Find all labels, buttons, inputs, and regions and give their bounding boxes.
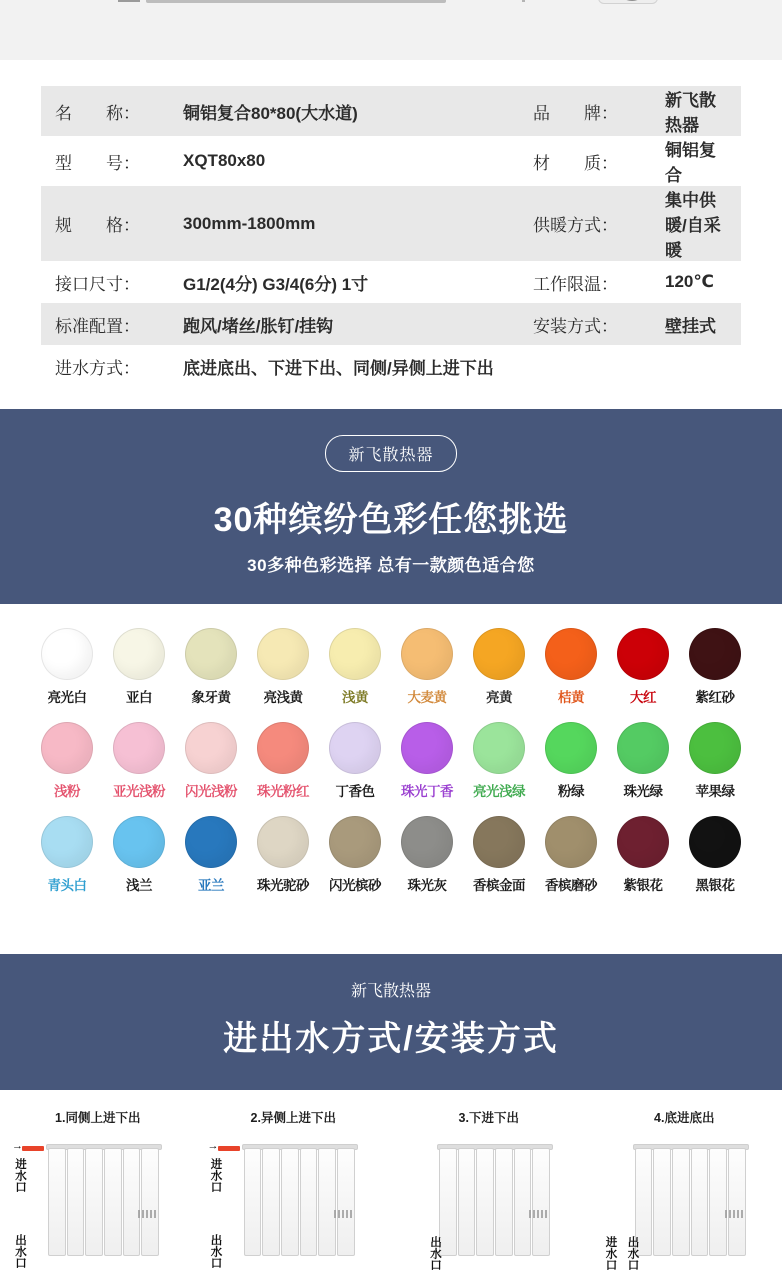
color-swatch[interactable] [617, 816, 669, 868]
color-option[interactable] [41, 816, 93, 894]
spec-value: XQT80x80 [169, 136, 519, 186]
inlet-label: 进水口 [14, 1158, 26, 1193]
color-option[interactable] [545, 816, 597, 894]
spec-value: 新飞散热器 [651, 86, 741, 136]
color-swatch[interactable] [41, 816, 93, 868]
color-option[interactable] [113, 628, 165, 706]
color-option[interactable] [329, 628, 381, 706]
radiator-fin [653, 1148, 671, 1256]
install-diagram-1 [0, 1108, 196, 1284]
color-swatch[interactable] [41, 628, 93, 680]
color-option[interactable] [545, 628, 597, 706]
color-option[interactable] [257, 816, 309, 894]
color-option[interactable] [257, 628, 309, 706]
color-name: 大红 [617, 686, 669, 706]
radiator-fin [281, 1148, 299, 1256]
brand-mark-icon [529, 1210, 547, 1218]
inlet-arrow-icon: → [12, 1140, 23, 1152]
color-name: 象牙黄 [185, 686, 237, 706]
color-swatch[interactable] [473, 722, 525, 774]
color-swatch[interactable] [473, 628, 525, 680]
radiator-fin [244, 1148, 262, 1256]
color-swatch[interactable] [545, 722, 597, 774]
brand-pill-label: 新飞散热器 [351, 983, 431, 1000]
color-name: 亮光白 [41, 686, 93, 706]
color-name: 黑银花 [689, 874, 741, 894]
radiator-fin [439, 1148, 457, 1256]
radiator-fin [67, 1148, 85, 1256]
radiator-fin [123, 1148, 141, 1256]
install-title: 2.异侧上进下出 [196, 1108, 392, 1126]
install-diagrams [0, 1090, 782, 1284]
color-swatch[interactable] [257, 628, 309, 680]
spec-value: 铜铝复合80*80(大水道) [169, 86, 519, 136]
color-swatch[interactable] [113, 722, 165, 774]
color-name: 浅粉 [41, 780, 93, 800]
color-swatch[interactable] [329, 628, 381, 680]
inlet-arrow-icon: → [208, 1140, 219, 1152]
spec-value: 集中供暖/自采暖 [651, 186, 741, 261]
color-name: 珠光灰 [401, 874, 453, 894]
color-name: 丁香色 [329, 780, 381, 800]
valve-icon [598, 0, 658, 4]
spec-label: 安装方式： [519, 303, 651, 345]
install-figure [391, 1136, 587, 1276]
brand-pill [325, 435, 456, 472]
color-name: 浅黄 [329, 686, 381, 706]
radiator-fins [244, 1148, 356, 1256]
brand-mark-icon [138, 1210, 156, 1218]
spec-value: 120℃ [651, 261, 741, 303]
radiator-fin [300, 1148, 318, 1256]
color-option[interactable] [689, 722, 741, 800]
radiator-fin [709, 1148, 727, 1256]
radiator-fins [635, 1148, 747, 1256]
radiator-fin [48, 1148, 66, 1256]
table-row [41, 136, 741, 186]
radiator-fins [439, 1148, 551, 1256]
color-option[interactable] [41, 628, 93, 706]
inlet-label: 进水口 [605, 1236, 617, 1271]
color-name: 苹果绿 [689, 780, 741, 800]
table-row [41, 345, 741, 387]
color-name: 珠光粉红 [257, 780, 309, 800]
install-figure [196, 1136, 392, 1276]
spec-table [41, 86, 741, 387]
color-option[interactable] [617, 722, 669, 800]
color-swatch[interactable] [257, 722, 309, 774]
color-name: 桔黄 [545, 686, 597, 706]
color-name: 青头白 [41, 874, 93, 894]
color-name: 亮光浅绿 [473, 780, 525, 800]
color-option[interactable] [473, 816, 525, 894]
color-name: 亮黄 [473, 686, 525, 706]
spec-value: G1/2(4分) G3/4(6分) 1寸 [169, 261, 519, 303]
install-banner [0, 954, 782, 1090]
color-swatch[interactable] [689, 722, 741, 774]
color-name: 闪光浅粉 [185, 780, 237, 800]
color-option[interactable] [473, 628, 525, 706]
color-swatch[interactable] [329, 722, 381, 774]
colors-banner [0, 409, 782, 604]
color-swatch[interactable] [113, 816, 165, 868]
inlet-pipe [22, 1146, 44, 1151]
color-swatch[interactable] [185, 816, 237, 868]
radiator-fin [262, 1148, 280, 1256]
color-swatch[interactable] [329, 816, 381, 868]
install-figure [0, 1136, 196, 1276]
spec-value: 壁挂式 [651, 303, 741, 345]
color-swatch[interactable] [689, 628, 741, 680]
spec-section [0, 60, 782, 409]
spec-label: 型 号： [41, 136, 169, 186]
install-figure [587, 1136, 782, 1276]
radiator-fin [495, 1148, 513, 1256]
radiator-fin [728, 1148, 746, 1256]
color-option[interactable] [329, 816, 381, 894]
color-row [0, 722, 782, 800]
color-name: 亚白 [113, 686, 165, 706]
radiator-fin [337, 1148, 355, 1256]
colors-banner-title: 30种缤纷色彩任您挑选 [0, 492, 782, 541]
color-name: 大麦黄 [401, 686, 453, 706]
colors-banner-subtitle: 30多种色彩选择 总有一款颜色适合您 [0, 551, 782, 576]
product-photo [42, 0, 740, 48]
color-name: 亚光浅粉 [113, 780, 165, 800]
install-diagram-3 [391, 1108, 587, 1284]
radiator-fin [672, 1148, 690, 1256]
product-photo-strip [0, 0, 782, 60]
brand-mark-icon [725, 1210, 743, 1218]
color-option[interactable] [617, 816, 669, 894]
bracket-icon [118, 0, 140, 2]
radiator-fin [691, 1148, 709, 1256]
color-option[interactable] [329, 722, 381, 800]
color-name: 珠光驼砂 [257, 874, 309, 894]
color-swatch[interactable] [185, 628, 237, 680]
color-option[interactable] [401, 722, 453, 800]
install-banner-title: 进出水方式/安装方式 [0, 1011, 782, 1060]
table-row [41, 261, 741, 303]
color-name: 香槟磨砂 [545, 874, 597, 894]
spec-value: 铜铝复合 [651, 136, 741, 186]
outlet-label: 出水口 [210, 1234, 222, 1269]
spec-label: 接口尺寸： [41, 261, 169, 303]
color-grid [0, 604, 782, 940]
color-option[interactable] [401, 816, 453, 894]
color-option[interactable] [257, 722, 309, 800]
color-option[interactable] [185, 628, 237, 706]
color-swatch[interactable] [617, 722, 669, 774]
spec-value: 底进底出、下进下出、同侧/异侧上进下出 [169, 345, 741, 387]
spec-label: 规 格： [41, 186, 169, 261]
color-option[interactable] [689, 628, 741, 706]
color-swatch[interactable] [473, 816, 525, 868]
outlet-label: 出水口 [429, 1236, 441, 1271]
spec-value: 跑风/堵丝/胀钉/挂钩 [169, 303, 519, 345]
color-row [0, 628, 782, 706]
inlet-label: 进水口 [210, 1158, 222, 1193]
radiator-fin [85, 1148, 103, 1256]
radiator-base-bar [146, 0, 446, 3]
spec-table-body [41, 86, 741, 387]
radiator-fins [48, 1148, 160, 1256]
color-option[interactable] [185, 722, 237, 800]
color-option[interactable] [113, 816, 165, 894]
color-option[interactable] [473, 722, 525, 800]
color-name: 紫红砂 [689, 686, 741, 706]
inlet-pipe [218, 1146, 240, 1151]
brand-pill [0, 978, 782, 1001]
spec-label: 名 称： [41, 86, 169, 136]
spec-label: 材 质： [519, 136, 651, 186]
radiator-fin [514, 1148, 532, 1256]
color-option[interactable] [617, 628, 669, 706]
radiator-fin [532, 1148, 550, 1256]
spec-label: 标准配置： [41, 303, 169, 345]
color-name: 珠光绿 [617, 780, 669, 800]
spec-label: 工作限温： [519, 261, 651, 303]
spec-label: 进水方式： [41, 345, 169, 387]
color-name: 粉绿 [545, 780, 597, 800]
color-swatch[interactable] [401, 816, 453, 868]
color-name: 亚兰 [185, 874, 237, 894]
color-swatch[interactable] [401, 628, 453, 680]
radiator-fin [104, 1148, 122, 1256]
color-swatch[interactable] [257, 816, 309, 868]
table-row [41, 86, 741, 136]
color-swatch[interactable] [545, 628, 597, 680]
brand-mark-icon [334, 1210, 352, 1218]
outlet-label: 出水口 [14, 1234, 26, 1269]
color-swatch[interactable] [113, 628, 165, 680]
pole-icon [522, 0, 525, 2]
color-swatch[interactable] [545, 816, 597, 868]
install-title: 3.下进下出 [391, 1108, 587, 1126]
color-row [0, 816, 782, 894]
color-option[interactable] [689, 816, 741, 894]
color-option[interactable] [185, 816, 237, 894]
spec-value: 300mm-1800mm [169, 186, 519, 261]
color-swatch[interactable] [689, 816, 741, 868]
install-diagram-2 [196, 1108, 392, 1284]
color-name: 亮浅黄 [257, 686, 309, 706]
color-option[interactable] [545, 722, 597, 800]
color-swatch[interactable] [401, 722, 453, 774]
outlet-label: 出水口 [627, 1236, 639, 1271]
color-swatch[interactable] [185, 722, 237, 774]
color-name: 紫银花 [617, 874, 669, 894]
color-swatch[interactable] [617, 628, 669, 680]
spec-label: 供暖方式： [519, 186, 651, 261]
install-title: 1.同侧上进下出 [0, 1108, 196, 1126]
color-option[interactable] [113, 722, 165, 800]
brand-pill-label: 新飞散热器 [348, 447, 433, 464]
radiator-fin [476, 1148, 494, 1256]
color-option[interactable] [401, 628, 453, 706]
color-name: 香槟金面 [473, 874, 525, 894]
table-row [41, 303, 741, 345]
table-row [41, 186, 741, 261]
install-title: 4.底进底出 [587, 1108, 782, 1126]
color-swatch[interactable] [41, 722, 93, 774]
color-name: 闪光槟砂 [329, 874, 381, 894]
color-option[interactable] [41, 722, 93, 800]
color-name: 珠光丁香 [401, 780, 453, 800]
radiator-fin [318, 1148, 336, 1256]
install-diagram-4 [587, 1108, 782, 1284]
color-name: 浅兰 [113, 874, 165, 894]
radiator-fin [141, 1148, 159, 1256]
radiator-fin [458, 1148, 476, 1256]
spec-label: 品 牌： [519, 86, 651, 136]
